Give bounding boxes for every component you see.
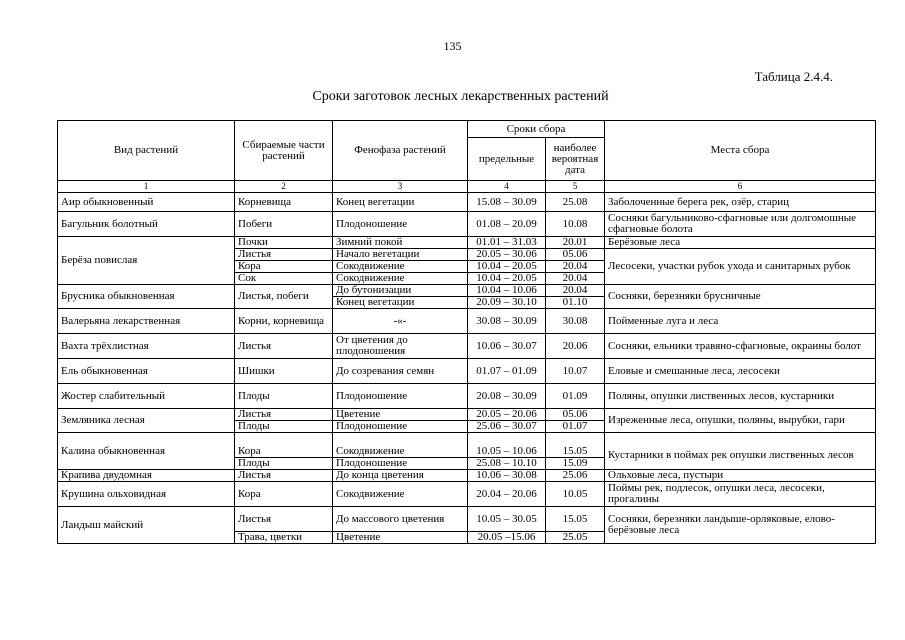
species-cell: Жостер слабительный: [58, 384, 235, 409]
table-row: [58, 193, 876, 212]
limit-cell: 20.05 –15.06: [468, 532, 546, 544]
part-cell: Трава, цветки: [235, 532, 333, 544]
table-row: [58, 433, 876, 458]
date-cell: 15.05: [546, 433, 605, 458]
species-cell: Валерьяна лекарственная: [58, 309, 235, 334]
table-row: [58, 384, 876, 409]
col-number: 4: [468, 181, 546, 193]
phase-cell: От цветения до плодоношения: [333, 334, 468, 359]
limit-cell: 10.05 – 10.06: [468, 433, 546, 458]
limit-cell: 10.06 – 30.08: [468, 470, 546, 482]
date-cell: 05.06: [546, 409, 605, 421]
date-cell: 20.01: [546, 237, 605, 249]
phase-cell: -«-: [333, 309, 468, 334]
date-cell: 01.10: [546, 297, 605, 309]
limit-cell: 30.08 – 30.09: [468, 309, 546, 334]
date-cell: 01.07: [546, 421, 605, 433]
phase-cell: До бутонизации: [333, 285, 468, 297]
species-cell: Багульник болотный: [58, 212, 235, 237]
date-cell: 25.06: [546, 470, 605, 482]
header-limit: предельные: [468, 138, 546, 181]
part-cell: Листья: [235, 334, 333, 359]
part-cell: Листья: [235, 507, 333, 532]
col-number: 2: [235, 181, 333, 193]
limit-cell: 25.08 – 10.10: [468, 458, 546, 470]
limit-cell: 10.04 – 20.05: [468, 273, 546, 285]
limit-cell: 20.05 – 20.06: [468, 409, 546, 421]
species-cell: Ландыш майский: [58, 507, 235, 544]
phase-cell: Сокодвижение: [333, 273, 468, 285]
species-cell: Берёза повислая: [58, 237, 235, 285]
limit-cell: 01.07 – 01.09: [468, 359, 546, 384]
place-cell: Сосняки, березняки брусничные: [605, 285, 876, 309]
species-cell: Ель обыкновенная: [58, 359, 235, 384]
limit-cell: 10.05 – 30.05: [468, 507, 546, 532]
page-number: 135: [443, 39, 462, 53]
part-cell: Кора: [235, 482, 333, 507]
species-cell: Вахта трёхлистная: [58, 334, 235, 359]
phase-cell: Начало вегетации: [333, 249, 468, 261]
part-cell: Листья, побеги: [235, 285, 333, 309]
part-cell: Листья: [235, 409, 333, 421]
table-row: [58, 334, 876, 359]
phase-cell: Сокодвижение: [333, 482, 468, 507]
date-cell: 20.04: [546, 285, 605, 297]
place-cell: Поляны, опушки лиственных лесов, кустарники: [605, 384, 876, 409]
date-cell: 10.05: [546, 482, 605, 507]
place-cell: Изреженные леса, опушки, поляны, вырубки, гари: [605, 409, 876, 433]
col-number: 3: [333, 181, 468, 193]
species-cell: Крушина ольховидная: [58, 482, 235, 507]
part-cell: Почки: [235, 237, 333, 249]
part-cell: Побеги: [235, 212, 333, 237]
phase-cell: Конец вегетации: [333, 297, 468, 309]
species-cell: Земляника лесная: [58, 409, 235, 433]
date-cell: 25.05: [546, 532, 605, 544]
place-cell: Сосняки, березняки ландыше-орляковые, елово-берёзовые леса: [605, 507, 876, 544]
place-cell: Сосняки багульниково-сфагновые или долгомошные сфагновые болота: [605, 212, 876, 237]
header-places: Места сбора: [605, 121, 876, 181]
limit-cell: 20.08 – 30.09: [468, 384, 546, 409]
col-number: 6: [605, 181, 876, 193]
date-cell: 10.08: [546, 212, 605, 237]
part-cell: Корни, корневища: [235, 309, 333, 334]
header-likely: наиболее вероятная дата: [546, 138, 605, 181]
place-cell: Еловые и смешанные леса, лесосеки: [605, 359, 876, 384]
table-row: [58, 482, 876, 507]
table-title: Сроки заготовок лесных лекарственных растений: [312, 89, 609, 104]
species-cell: Крапива двудомная: [58, 470, 235, 482]
date-cell: 05.06: [546, 249, 605, 261]
phase-cell: Зимний покой: [333, 237, 468, 249]
header-species: Вид растений: [58, 121, 235, 181]
harvest-table: [57, 120, 876, 544]
place-cell: Пойменные луга и леса: [605, 309, 876, 334]
date-cell: 10.07: [546, 359, 605, 384]
place-cell: Лесосеки, участки рубок ухода и санитарных рубок: [605, 249, 876, 285]
table-row: [58, 237, 876, 249]
header-terms: Сроки сбора: [468, 121, 605, 138]
table-row: [58, 470, 876, 482]
table-label: Таблица 2.4.4.: [754, 69, 833, 84]
species-cell: Калина обыкновенная: [58, 433, 235, 470]
place-cell: Берёзовые леса: [605, 237, 876, 249]
phase-cell: Плодоношение: [333, 421, 468, 433]
place-cell: Поймы рек, подлесок, опушки леса, лесосеки, прогалины: [605, 482, 876, 507]
table-row: [58, 409, 876, 421]
limit-cell: 20.04 – 20.06: [468, 482, 546, 507]
limit-cell: 15.08 – 30.09: [468, 193, 546, 212]
limit-cell: 10.04 – 10.06: [468, 285, 546, 297]
phase-cell: Цветение: [333, 532, 468, 544]
species-cell: Брусника обыкновенная: [58, 285, 235, 309]
place-cell: Сосняки, ельники травяно-сфагновые, окраины болот: [605, 334, 876, 359]
col-number: 1: [58, 181, 235, 193]
place-cell: Ольховые леса, пустыри: [605, 470, 876, 482]
col-number: 5: [546, 181, 605, 193]
limit-cell: 20.09 – 30.10: [468, 297, 546, 309]
part-cell: Шишки: [235, 359, 333, 384]
place-cell: Кустарники в поймах рек опушки лиственных лесов: [605, 433, 876, 470]
limit-cell: 01.08 – 20.09: [468, 212, 546, 237]
date-cell: 15.09: [546, 458, 605, 470]
phase-cell: До созревания семян: [333, 359, 468, 384]
phase-cell: До конца цветения: [333, 470, 468, 482]
species-cell: Аир обыкновенный: [58, 193, 235, 212]
table-row: [58, 285, 876, 297]
header-phenophase: Фенофаза растений: [333, 121, 468, 181]
table-row: [58, 212, 876, 237]
phase-cell: Плодоношение: [333, 458, 468, 470]
table-row: [58, 309, 876, 334]
part-cell: Плоды: [235, 384, 333, 409]
header-parts: Сбираемые части растений: [235, 121, 333, 181]
part-cell: Сок: [235, 273, 333, 285]
date-cell: 20.04: [546, 273, 605, 285]
limit-cell: 10.06 – 30.07: [468, 334, 546, 359]
date-cell: 25.08: [546, 193, 605, 212]
phase-cell: До массового цветения: [333, 507, 468, 532]
limit-cell: 20.05 – 30.06: [468, 249, 546, 261]
date-cell: 01.09: [546, 384, 605, 409]
phase-cell: Плодоношение: [333, 212, 468, 237]
part-cell: Листья: [235, 249, 333, 261]
phase-cell: Сокодвижение: [333, 433, 468, 458]
date-cell: 30.08: [546, 309, 605, 334]
phase-cell: Сокодвижение: [333, 261, 468, 273]
part-cell: Листья: [235, 470, 333, 482]
date-cell: 15.05: [546, 507, 605, 532]
phase-cell: Цветение: [333, 409, 468, 421]
place-cell: Заболоченные берега рек, озёр, стариц: [605, 193, 876, 212]
limit-cell: 01.01 – 31.03: [468, 237, 546, 249]
phase-cell: Конец вегетации: [333, 193, 468, 212]
limit-cell: 10.04 – 20.05: [468, 261, 546, 273]
date-cell: 20.04: [546, 261, 605, 273]
phase-cell: Плодоношение: [333, 384, 468, 409]
table-row: [58, 359, 876, 384]
limit-cell: 25.06 – 30.07: [468, 421, 546, 433]
table-row: [58, 507, 876, 532]
date-cell: 20.06: [546, 334, 605, 359]
part-cell: Плоды: [235, 458, 333, 470]
part-cell: Корневища: [235, 193, 333, 212]
part-cell: Кора: [235, 261, 333, 273]
part-cell: Плоды: [235, 421, 333, 433]
part-cell: Кора: [235, 433, 333, 458]
